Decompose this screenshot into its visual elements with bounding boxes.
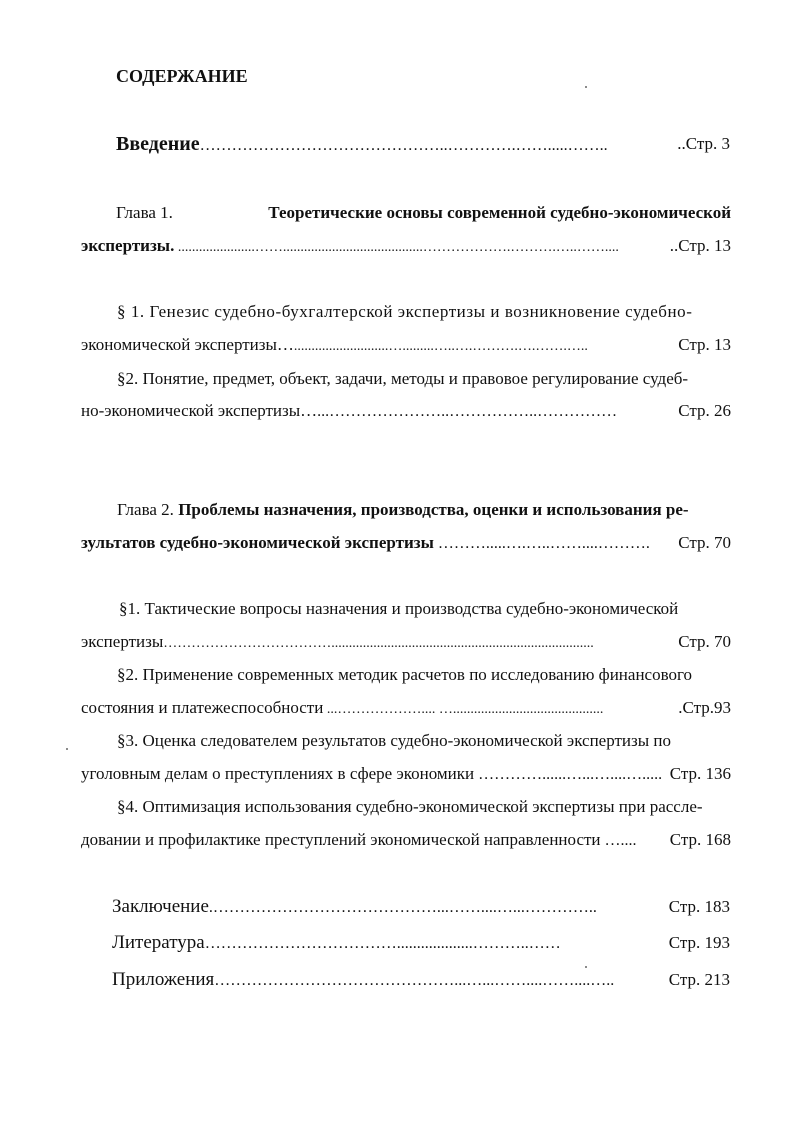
toc-page: Стр. 26 bbox=[678, 401, 731, 420]
toc-label: Введение bbox=[116, 134, 200, 155]
toc-leader-dots: ...........................….........…..….……….….…….….. bbox=[293, 339, 588, 354]
chapter-title-cont: экспертизы. bbox=[81, 236, 175, 255]
chapter-2-title-line2 bbox=[81, 533, 731, 554]
toc-page: Стр. 193 bbox=[668, 933, 730, 952]
toc-leader-dots: ………………………………...................………..…… bbox=[204, 935, 561, 952]
section-2-1-line2 bbox=[81, 632, 731, 654]
scan-speck bbox=[585, 86, 587, 88]
toc-leader-dots: ….... bbox=[600, 832, 637, 849]
scan-speck bbox=[66, 748, 68, 750]
section-2-3-line1: §3. Оценка следователем результатов судебно-экономической экспертизы по bbox=[117, 731, 672, 750]
toc-page: Стр. 168 bbox=[669, 830, 731, 849]
toc-leader-dots: ……….....….…..……....………. bbox=[433, 535, 650, 552]
chapter-prefix: Глава 2. bbox=[117, 500, 174, 519]
toc-leader-dots: .……………………………………...……....…...………….. bbox=[208, 899, 597, 916]
section-2-2-line2 bbox=[81, 698, 731, 720]
toc-page: .Стр.93 bbox=[678, 698, 731, 717]
section-1-2-line1: §2. Понятие, предмет, объект, задачи, методы и правовое регулирование судеб- bbox=[117, 369, 689, 388]
toc-leader-dots: ………………………………………..………….…….....…….. bbox=[199, 137, 608, 154]
toc-label: состояния и платежеспособности bbox=[81, 698, 324, 717]
toc-entry-appendices bbox=[112, 970, 730, 991]
section-2-2-line1: §2. Применение современных методик расчетов по исследованию финансового bbox=[117, 665, 693, 684]
section-2-4-line2 bbox=[81, 830, 731, 851]
chapter-2-title-line1 bbox=[117, 500, 689, 520]
toc-page: Стр. 70 bbox=[678, 533, 731, 552]
toc-label: Приложения bbox=[112, 970, 215, 990]
toc-page: Стр. 213 bbox=[668, 970, 730, 989]
toc-label: уголовным делам о преступлениях в сфере экономики bbox=[81, 764, 475, 783]
section-2-4-line1: §4. Оптимизация использования судебно-экономической экспертизы при рассле- bbox=[117, 797, 703, 816]
toc-leader-dots: ...…………………..……………..…………… bbox=[317, 403, 618, 420]
page-title: СОДЕРЖАНИЕ bbox=[116, 66, 248, 86]
toc-leader-dots: ………………………………........................................................................... bbox=[163, 636, 594, 651]
toc-label: но-экономической экспертизы… bbox=[81, 401, 318, 420]
scan-speck bbox=[585, 966, 587, 968]
section-1-2-line2 bbox=[81, 401, 731, 422]
toc-entry-literature bbox=[112, 933, 730, 954]
toc-page: Стр. 136 bbox=[669, 764, 731, 783]
toc-entry-introduction bbox=[116, 134, 730, 156]
section-1-1-line2 bbox=[81, 335, 731, 357]
toc-label: экспертизы bbox=[81, 632, 164, 651]
section-1-1-line1: § 1. Генезис судебно-бухгалтерской экспертизы и возникновение судебно- bbox=[117, 302, 693, 321]
chapter-title-cont: зультатов судебно-экономической экспертизы bbox=[81, 533, 434, 552]
toc-label: Заключение bbox=[112, 897, 209, 917]
chapter-title: Проблемы назначения, производства, оценки и использования ре- bbox=[178, 500, 689, 519]
toc-leader-dots: …………......…...…....…..... bbox=[474, 766, 663, 783]
chapter-1-title-line1 bbox=[81, 203, 731, 223]
chapter-title: Теоретические основы современной судебно-экономической bbox=[268, 203, 731, 222]
toc-label: Литература bbox=[112, 933, 205, 953]
section-2-1-line1: §1. Тактические вопросы назначения и производства судебно-экономической bbox=[119, 599, 679, 618]
toc-leader-dots: ...……………….... …........................................... bbox=[323, 702, 604, 717]
toc-leader-dots: ......................……........................................……………….……….…..…….... bbox=[174, 240, 619, 255]
chapter-1-title-line2 bbox=[81, 236, 731, 258]
toc-label: экономической экспертизы… bbox=[81, 335, 294, 354]
toc-label: довании и профилактике преступлений экономической направленности bbox=[81, 830, 601, 849]
toc-page: Стр. 70 bbox=[678, 632, 731, 651]
toc-page: Стр. 13 bbox=[678, 335, 731, 354]
section-2-3-line2 bbox=[81, 764, 731, 785]
toc-page: ..Стр. 3 bbox=[677, 134, 730, 153]
toc-entry-conclusion bbox=[112, 897, 730, 918]
toc-page: ..Стр. 13 bbox=[669, 236, 731, 255]
toc-leader-dots: ………………………………………...…...……....……....….. bbox=[214, 972, 615, 989]
chapter-prefix: Глава 1. bbox=[116, 203, 173, 222]
toc-page: Стр. 183 bbox=[668, 897, 730, 916]
